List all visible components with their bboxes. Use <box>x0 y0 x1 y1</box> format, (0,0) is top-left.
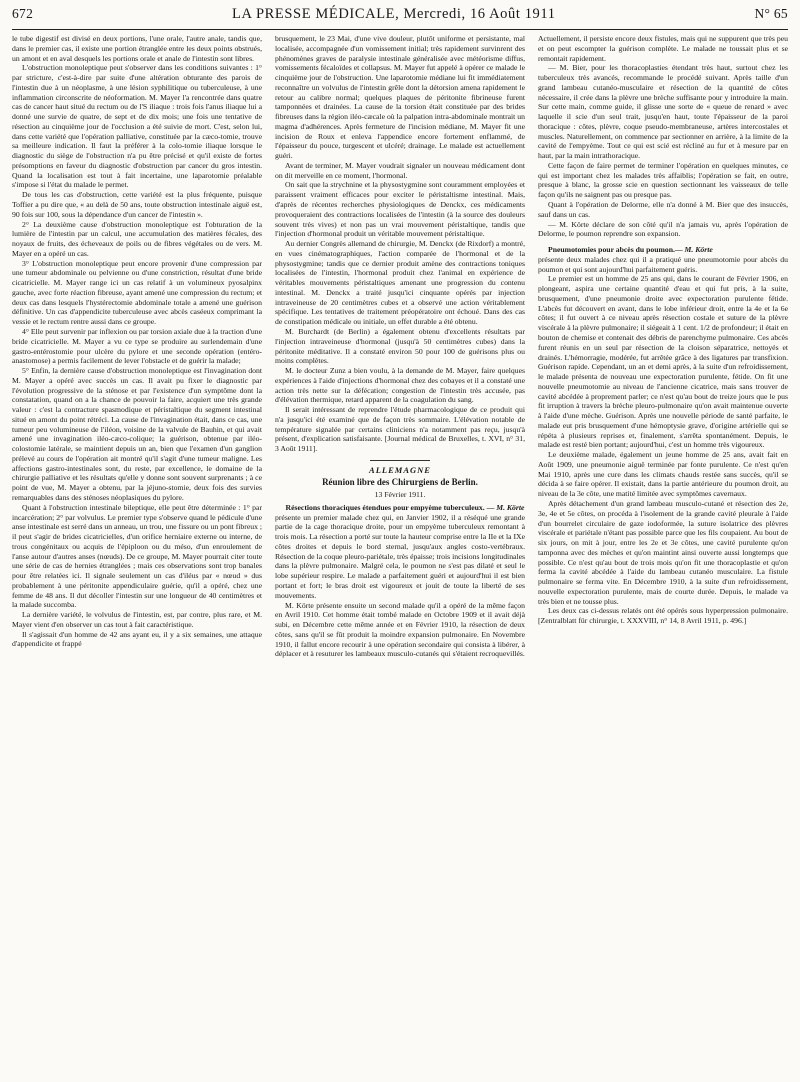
article-korte-continued <box>538 34 788 239</box>
abscess-topic-title: Pneumotomies pour abcès du poumon. <box>548 245 675 255</box>
journal-title: LA PRESSE MÉDICALE, Mercredi, 16 Août 1911 <box>232 6 556 22</box>
section-date: 13 Février 1911. <box>374 490 426 500</box>
column-right <box>538 34 788 1074</box>
paragraph: M. le docteur Zunz a bien voulu, à la demande de M. Mayer, faire quelques expériences à l'aide d'injections d'hormonal chez des cobayes et il a constaté une action très nette sur la défécation; congestion de l'intestin très accusée, pas d'élévation thermique, retard apparent de la coagulation du sang. <box>275 366 525 405</box>
paragraph: On sait que la strychnine et la physostygmine sont couramment employées et paraissent vraiment efficaces pour exciter le péristaltisme intestinal. Mais, d'après de récentes recherches physiologiques de Denckx, ces médicaments provoqueraient des contractions localisées de l'intestin (à la source des douleurs souvent très vives) et non pas un vrai mouvement péristaltique, tandis que l'injection d'hormonal produit un véritable mouvement péristaltique. <box>275 180 525 239</box>
issue-number: N° 65 <box>754 6 788 21</box>
paragraph: — M. Bier, pour les thoracoplasties étendant très haut, surtout chez les tuberculeux très avancés, recommande le procédé suivant. Après taille d'un grand lambeau cutanéo-musculaire et résection de la quantité de côtes nécessaire, il crée dans la plèvre une brèche suffisante pour y introduire la main. Sur cette main, comme guide, il glisse une sorte de « queue de renard » avec laquelle il scie d'un seul trait, jusqu'en haut, toute l'épaisseur de la paroi thoracique : côtes, plèvre, coque pseudo-membraneuse, artères intercostales et muscles. Naturellement, on commence par sectionner en arrière, à la limite de la cavité de l'empyème. Tout ce qui est scié est récliné au fur et à mesure par en haut, par la main intrathoracique. <box>538 63 788 161</box>
paragraph: Il serait intéressant de reprendre l'étude pharmacologique de ce produit qui n'a jusqu'ici été examiné que de façon très sommaire. L'élévation notable de température signalée par certains cliniciens n'a notamment pas reçu, jusqu'à présent, d'explication satisfaisante. [Journal médical de Bruxelles, t. XVI, n° 31, 3 Août 1911]. <box>275 405 525 454</box>
article-abscess <box>538 255 788 626</box>
paragraph: 4° Elle peut survenir par inflexion ou par torsion axiale due à la traction d'une bride cicatricielle. M. Mayer a vu ce type se produire au surlendemain d'une gastro-entérostomie pour ulcère du pylore et une seconde opération (entéro-anastomose) a permis facilement de lever l'obstacle et de guérir la malade; <box>12 326 262 366</box>
paragraph: M. Körte présente ensuite un second malade qu'il a opéré de la même façon en Avril 1910. Cet homme était tombé malade en Octobre 1909 et il avait déjà subi, en Décembre cette même année et en Février 1910, la résection de deux côtes, sans qu'il se fût produit la moindre expansion pulmonaire. En Novembre 1910, il fallut encore recourir à une opération secondaire qui consista à libérer, à déplacer et à resuturer les lambeaux musculo-cutanés qui s'étaient recroquevillés. <box>275 600 525 659</box>
paragraph: Quant à l'opération de Delorme, elle n'a donné à M. Bier que des insuccès, sauf dans un cas. <box>538 200 788 219</box>
paragraph: 2° La deuxième cause d'obstruction monoleptique est l'obturation de la lumière de l'intestin par un calcul, une accumulation des matières fécales, des noyaux de fruits, des écheveaux de poils ou de fibres végétales ou de vers. M. Mayer en a opéré un cas. <box>12 219 262 258</box>
page-number: 672 <box>12 6 34 21</box>
paragraph: L'obstruction monoleptique peut s'observer dans les conditions suivantes : 1° par stricture, c'est-à-dire par suite d'une altération obturante des parois de l'intestin due à un néoplasme, à une lésion syphilitique ou tuberculeuse, à une inflammation circonscrite de néoformation. M. Mayer l'a rencontrée dans quatre cas de cancer haut situé du rectum ou de l'S iliaque : trois fois l'anus iliaque lui a donné une survie de quatre, de sept et de dix mois; une fois une tentative de résection au cinquième jour de l'occlusion a été suivie de mort. C'est, selon lui, dans cette variété que l'opération palliative, constituée par la cæco-tomie, trouve sa meilleure indication. Il faut la préférer à la colo-tomie iliaque lorsque le diagnostic du siège de l'obstruction n'a pu être précisé et qu'il existe de fortes présomptions en faveur du diagnostic d'obstruction par cancer du gros intestin. Quand la localisation est tout à fait incertaine, une laparotomie préalable s'impose si l'état du malade le permet. <box>12 63 262 190</box>
topic-title: Résections thoraciques étendues pour empyème tuberculeux. <box>285 502 485 512</box>
paragraph: Le deuxième malade, également un jeune homme de 25 ans, avait fait en Août 1909, une pneumonie aiguë terminée par fonte purulente. Ce n'est qu'en Mai 1910, après une cure dans les climats chauds restée sans succès, qu'il se décida à se faire opérer. Il existait, dans la partie antérieure du poumon droit, au niveau de la 3e côte, une matité limitée avec symptômes cavernaux. <box>538 450 788 499</box>
paragraph: Le premier est un homme de 25 ans qui, dans le courant de Février 1906, en plongeant, aspira une certaine quantité d'eau et qui fut pris, à la suite, brusquement, d'une pneumonie droite avec expectoration purulente fétide. L'abcès fut découvert en avant, dans le lobe inférieur droit, entre la 4e et la 6e côtes; il fut ouvert à ce niveau après résection costale et suture de la plèvre viscérale à la plèvre pulmonaire; il siégeait à 1 cent. 1/2 de profondeur; il était en bouton de chemise et contenait des débris de parenchyme pulmonaire. Ces abcès furent réunis en un seul par résection de la cloison séparatrice, nettoyés et drainés. L'hémorragie, modérée, fut arrêtée grâce à des ligatures par transfixion. Guérison rapide. Cependant, un an et demi après, à la suite d'un refroidissement, le malade présenta de nouveau une expectoration purulente, fétide. On fit une nouvelle pneumotomie au niveau de l'ancienne cicatrice, mais sans trouver de cavité abcédée à proprement parler; ce n'est qu'au bout de treize jours que le pus fit irruption à travers la brèche pleuro-pulmonaire qu'on avait maintenue ouverte à l'aide d'une mèche. Guérison. Après une nouvelle période de santé parfaite, le malade eut pris brusquement d'une hémoptysie grave, d'origine artérielle qui se répéta à plusieurs reprises et, finalement, s'arrêta spontanément. Depuis, le malade est resté bien portant; aujourd'hui, c'est un homme très vigoureux. <box>538 274 788 450</box>
abscess-heading <box>538 245 788 255</box>
article-columns <box>12 34 788 1074</box>
paragraph: Cette façon de faire permet de terminer l'opération en quelques minutes, ce qui est important chez les malades très affaiblis; l'opération se fait, en outre, presque à blanc, la grosse scie en question sectionnant les vaisseaux de telle façon qu'ils ne saignent pas ou presque pas. <box>538 160 788 200</box>
paragraph: Actuellement, il persiste encore deux fistules, mais qui ne suppurent que très peu et on peut escompter la guérison complète. Le malade ne toussait plus et se remontait rapidement. <box>538 34 788 63</box>
header-rule <box>12 29 788 30</box>
paragraph: 5° Enfin, la dernière cause d'obstruction monoleptique est l'invagination dont M. Mayer a opéré avec succès un cas. Il avait pu fixer le diagnostic par l'évolution progressive de la sténose et par l'existence d'un symptôme dont la constatation, quand on a la chance de pouvoir la faire, acquiert une très grande valeur : c'est la contracture spasmodique et péristaltique du segment intestinal situé en amont du point rétréci. La cause de l'invagination était, dans ce cas, une tumeur peu volumineuse de l'iléon, voisine de la valvule de Bauhin, et qui avait amené une invagination iléo-cæco-colique; la guérison, obtenue par iléo-colostomie latérale, se maintient depuis un an, bien que l'examen d'un ganglion prélevé au cours de l'opération ait montré qu'il s'agit d'une tumeur maligne. Les affections gastro-intestinales sont, du reste, par excellence, le domaine de la chirurgie palliative et les résultats qu'elle y donne sont souvent surprenants ; à ce point de vue, M. Mayer a obtenu, par la jéjuno-stomie, deux fois des survies remarquables dans des sténoses néoplasiques du pylore. <box>12 366 262 502</box>
paragraph: présente deux malades chez qui il a pratiqué une pneumotomie pour abcès du poumon et qui sont aujourd'hui parfaitement guéris. <box>538 254 788 274</box>
paragraph: présente un premier malade chez qui, en Janvier 1902, il a réséqué une grande partie de la cage thoracique droite, pour un empyème tuberculeux remontant à trois mois. La résection a porté sur toute la hauteur comprise entre la IIe et la IXe côtes droites et depuis le bord sternal, jusqu'aux angles costo-vertébraux. Résection de la coque pleuro-pariétale, très épaisse; trois incisions longitudinales dans la plèvre pulmonaire. Malgré cela, le poumon ne s'est pas dilaté et seul le lobe supérieur respire. Le malade a parfaitement guéri et aujourd'hui il est bien portant et fort; le bras droit est vigoureux et jouit de toute la liberté de ses mouvements. <box>275 512 525 600</box>
article-korte <box>275 513 525 659</box>
topic-heading: Résections thoraciques étendues pour empyème tuberculeux. — M. Körte <box>285 502 525 512</box>
section-divider <box>370 460 430 461</box>
paragraph: De tous les cas d'obstruction, cette variété est la plus fréquente, puisque Toffier a pu dire que, « au delà de 50 ans, toute obstruction intestinale aiguë est, 90 fois sur 100, sous la dépendance d'un cancer de l'intestin ». <box>12 190 262 219</box>
page-header <box>12 6 788 28</box>
section-society: Réunion libre des Chirurgiens de Berlin. <box>322 476 478 487</box>
paragraph: Au dernier Congrès allemand de chirurgie, M. Denckx (de Rixdorf) a montré, en vues cinématographiques, l'action comparée de l'hormonal et de la physostygmine; tandis que ce dernier produit amène des contractions toniques localisées de l'intestin, l'hormonal produit chez l'animal en expérience de véritables mouvements péristaltiques amenant une progression du contenu intestinal. M. Denckx a traité jusqu'ici cinquante opérés par injection intraveineuse de 20 centimètres cubes et a observé une action véritablement spécifique. Les tentatives de traitement préopératoire ont échoué. Dans des cas de constipation médicale ou initiale, un effet durable a été obtenu. <box>275 239 525 327</box>
paragraph: 3° L'obstruction monoleptique peut encore provenir d'une compression par une tumeur abdominale ou pelvienne ou d'une constriction, résultat d'une bride cicatricielle. M. Mayer range ici un cas relatif à un volumineux pyosalpinx gauche, avec forte réaction fibreuse, ayant amené une compression du rectum; et deux cas dans lesquels l'hystérectomie abdominale totale a amené une guérison définitive. Un cas d'appendicite tuberculeuse avec abcès caséeux comprimant la vessie et le rectum rentre aussi dans ce groupe. <box>12 258 262 327</box>
paragraph: Les deux cas ci-dessus relatés ont été opérés sous hyperpression pulmonaire. [Zentralblatt für chirurgie, t. XXXVIII, n° 14, 8 Avril 1911, p. 496.] <box>538 606 788 626</box>
paragraph: M. Burchardt (de Berlin) a également obtenu d'excellents résultats par l'injection intraveineuse d'hormonal (jusqu'à 50 centimètres cubes) dans la péritonite méditative. Il a constaté environ 50 pour 100 de guérisons plus ou moins complètes. <box>275 326 525 366</box>
paragraph: Quant à l'obstruction intestinale bileptique, elle peut être déterminée : 1° par incarcération; 2° par volvulus. Le premier type s'observe quand le pédicule d'une anse intestinale est serré dans un anneau, un trou, une fissure ou un pont fibreux ; il peut s'agir de brides cicatricielles, d'un orifice herniaire externe ou interne, de trous congénitaux ou acquis de l'épiploon ou du méso, d'un enroulement de l'anse autour d'autres anses (nœuds). De ce groupe, M. Mayer pourrait citer toute une série de cas de hernies étranglées ; mais ces observations sont trop banales pour être relatées ici. Il signale seulement un cas d'iléus par « nœud » dus probablement à une péritonite appendiculaire guérie, qu'il a opéré, chez une femme de 48 ans. Il dut décoller l'intestin sur une longueur de 40 centimètres et la malade succomba. <box>12 502 262 610</box>
paragraph: Après détachement d'un grand lambeau musculo-cutané et résection des 2e, 3e, 4e et 5e côtes, on procéda à l'isolement de la grande cavité pleurale à l'aide d'un bourrelet circulaire de gaze iodoformée, la suture isolatrice des plèvres viscérale et pariétale n'étant pas possible parce que les fils coupaient. Au bout de six jours, on mit à jour, entre les 2e et 3e côtes, une cavité purulente qu'on tamponna avec des mèches et qu'on maintint ainsi ouverte aussi longtemps que possible. Ce n'est qu'au bout de trois mois qu'on fit une thoracoplastie et qu'on ferma la cavité abcédée à l'aide du lambeau cutanéo musculaire. La fistule pulmonaire se ferma vite. En Décembre 1910, à la suite d'un refroidissement, nouvelle expectoration purulente, mais de courte durée. Depuis, le malade va très bien et ne tousse plus. <box>538 498 788 606</box>
paragraph: — M. Körte déclare de son côté qu'il n'a jamais vu, après l'opération de Delorme, le poumon reprendre son expansion. <box>538 219 788 239</box>
paragraph: le tube digestif est divisé en deux portions, l'une orale, l'autre anale, tandis que, dans le premier cas, il existe une portion étranglée entre les deux points obstrués, un amont et en aval desquels les portions orale et anale de l'intestin sont libres. <box>12 34 262 63</box>
article-mayer-continued <box>275 34 525 454</box>
abscess-topic-author: — M. Körte <box>674 245 713 255</box>
column-left <box>12 34 262 1074</box>
column-middle <box>275 34 525 1074</box>
paragraph: Il s'agissait d'un homme de 42 ans ayant eu, il y a six semaines, une attaque d'appendicite et frappé <box>12 629 262 649</box>
paragraph: La dernière variété, le volvulus de l'intestin, est, par contre, plus rare, et M. Mayer vient d'en observer un cas tout à fait caractéristique. <box>12 610 262 629</box>
paragraph: Avant de terminer, M. Mayer voudrait signaler un nouveau médicament dont on dit merveille en ce moment, l'hormonal. <box>275 160 525 180</box>
paragraph: brusquement, le 23 Mai, d'une vive douleur, plutôt uniforme et persistante, mal localisée, accompagnée d'un vomissement initial; très rapidement survinrent des phénomènes graves de paralysie intestinale généralisée avec météorisme diffus, vomissements fécaloïdes et collapsus. M. Mayer fut appelé à opérer ce malade le cinquième jour de l'obstruction. Une laparotomie médiane lui fit immédiatement reconnaître un volvulus de l'intestin grêle dont la détorsion amena rapidement le retour au calibre normal; quelques plaques de péritonite fibrineuse furent tamponnées et drainées. La cause de la torsion était constituée par des brides fibreuses dans la région iléo-cæcale où la palpation intra-abdominale montrait un magma d'adhérences. Après fermeture de l'incision médiane, M. Mayer fit une incision de Roux et enleva l'appendice encore fortement enflammé, de l'épaisseur du pouce, turgescent et ulcéré; drainage. Le malade est actuellement guéri. <box>275 34 525 161</box>
topic-author: M. Körte <box>496 502 525 512</box>
section-country: ALLEMAGNE <box>369 464 431 475</box>
